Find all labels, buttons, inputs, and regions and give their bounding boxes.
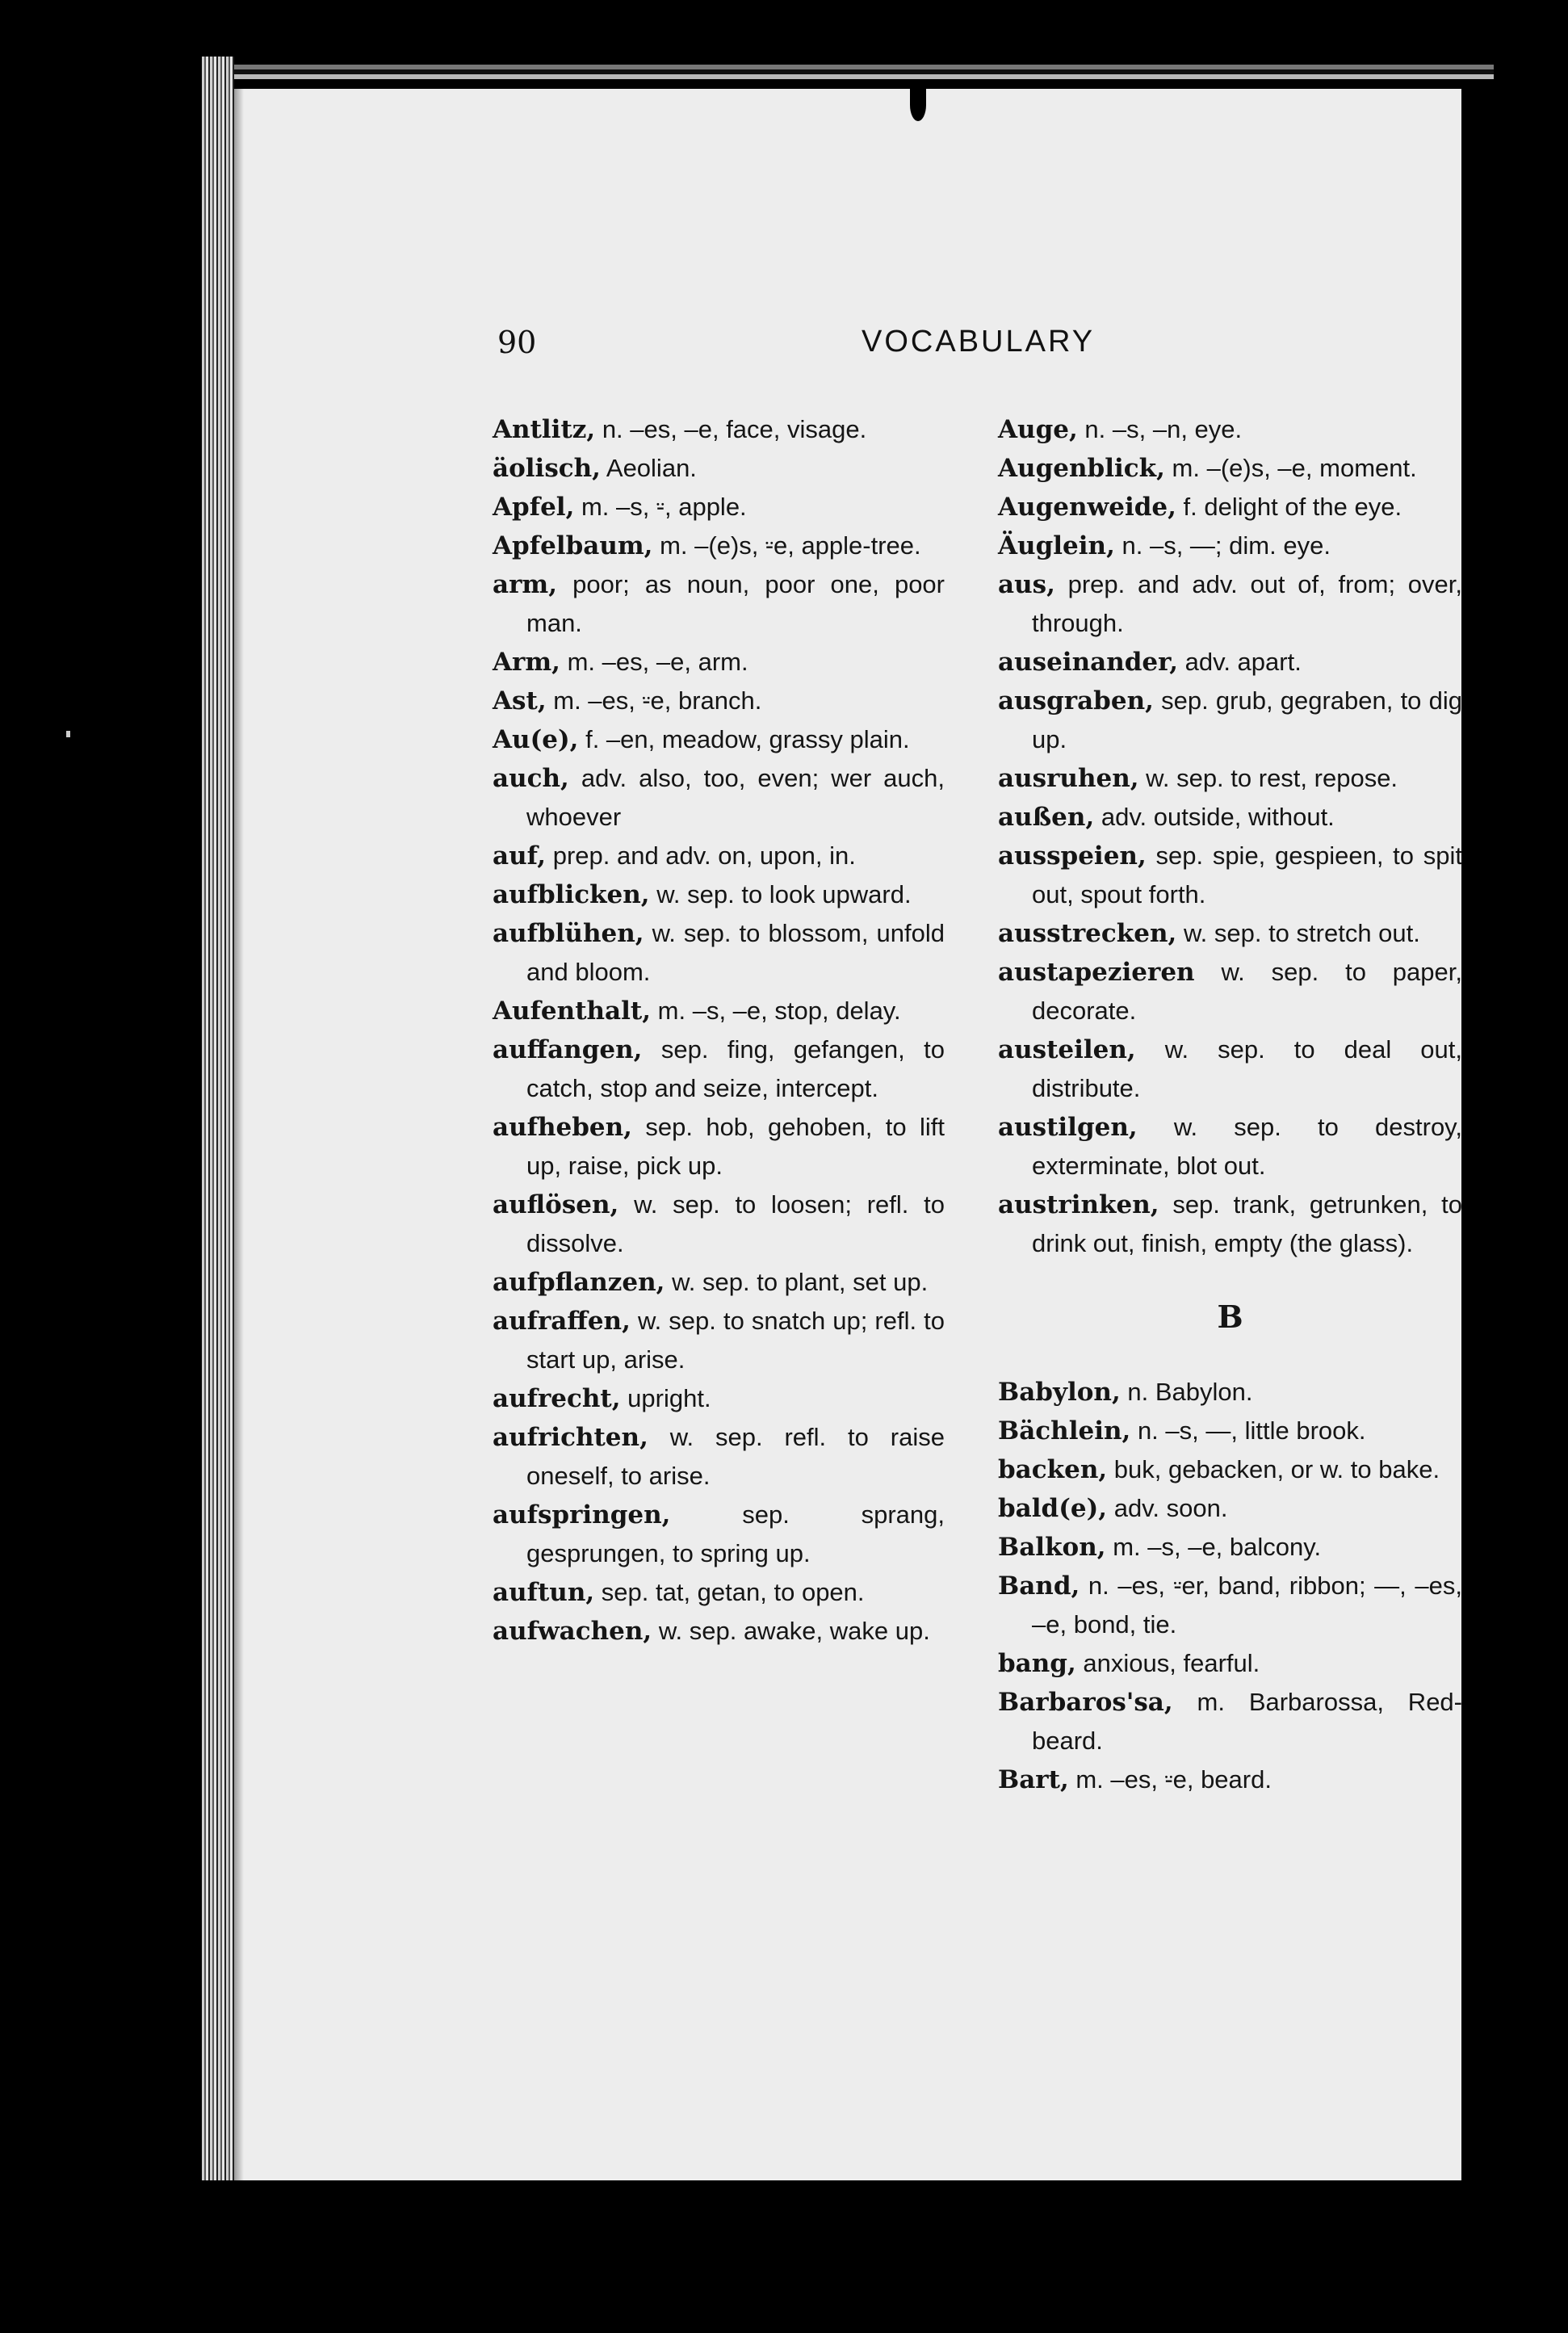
entry-headword: Augenblick, xyxy=(998,454,1165,483)
entry-definition: adv. outside, without. xyxy=(1101,803,1335,831)
entry-headword: Aufenthalt, xyxy=(493,997,652,1026)
book-edge-left xyxy=(202,57,234,2180)
scan-speck xyxy=(66,731,70,737)
entry-headword: austilgen, xyxy=(998,1113,1138,1142)
entry-headword: aufraffen, xyxy=(493,1307,631,1336)
entry-headword: ausgraben, xyxy=(998,686,1154,715)
vocabulary-entry xyxy=(998,1760,1462,1799)
vocabulary-entry xyxy=(493,992,945,1030)
vocabulary-entry xyxy=(998,1373,1462,1412)
entry-definition: f. delight of the eye. xyxy=(1183,493,1402,521)
vocabulary-entry xyxy=(998,1412,1462,1450)
entry-headword: auseinander, xyxy=(998,648,1179,677)
entry-definition: w. sep. refl. to raise oneself, to arise. xyxy=(526,1423,945,1490)
entry-headword: austrinken, xyxy=(998,1190,1159,1219)
vocabulary-entry xyxy=(998,488,1462,527)
vocabulary-entry xyxy=(493,488,945,527)
vocabulary-entry xyxy=(493,759,945,837)
entry-definition: m. –es, ⸚e, beard. xyxy=(1075,1765,1272,1794)
entry-definition: anxious, fearful. xyxy=(1083,1649,1260,1677)
entry-definition: m. –es, ⸚e, branch. xyxy=(553,686,762,715)
right-column-a-entries xyxy=(998,410,1462,1263)
entry-definition: m. –s, –e, stop, delay. xyxy=(657,997,901,1025)
vocabulary-entry xyxy=(998,1528,1462,1567)
vocabulary-entry xyxy=(493,449,945,488)
vocabulary-entry xyxy=(998,1567,1462,1644)
vocabulary-entry xyxy=(998,410,1462,449)
entry-definition: w. sep. to loosen; refl. to dissolve. xyxy=(526,1190,945,1257)
entry-headword: aufpflanzen, xyxy=(493,1268,665,1297)
entry-definition: m. –(e)s, –e, moment. xyxy=(1172,454,1417,482)
entry-definition: w. sep. to paper, decorate. xyxy=(1032,958,1462,1025)
entry-definition: w. sep. to stretch out. xyxy=(1183,919,1420,947)
entry-headword: äolisch, xyxy=(493,454,601,483)
vocabulary-entry xyxy=(998,1185,1462,1263)
entry-headword: ausstrecken, xyxy=(998,919,1177,948)
entry-definition: upright. xyxy=(627,1384,711,1412)
entry-headword: aufspringen, xyxy=(493,1500,671,1529)
entry-headword: Augenweide, xyxy=(998,493,1176,522)
entry-definition: m. –s, ⸚, apple. xyxy=(581,493,747,521)
vocabulary-entry xyxy=(998,759,1462,798)
vocabulary-entry xyxy=(493,1302,945,1379)
vocabulary-entry xyxy=(493,1108,945,1185)
vocabulary-entry xyxy=(998,837,1462,914)
entry-definition: n. Babylon. xyxy=(1127,1378,1253,1406)
entry-headword: Apfel, xyxy=(493,493,575,522)
entry-definition: sep. sprang, gesprungen, to spring up. xyxy=(526,1500,945,1567)
entry-definition: w. sep. to destroy, exterminate, blot out. xyxy=(1032,1113,1462,1180)
entry-headword: außen, xyxy=(998,803,1095,832)
entry-definition: n. –es, ⸚er, band, ribbon; —, –es, –e, bond, tie. xyxy=(1032,1571,1462,1639)
entry-definition: n. –s, –n, eye. xyxy=(1084,415,1243,443)
entry-headword: bald(e), xyxy=(998,1494,1108,1523)
entry-definition: Aeolian. xyxy=(606,454,697,482)
entry-headword: auflösen, xyxy=(493,1190,619,1219)
entry-definition: sep. trank, getrunken, to drink out, finish, empty (the glass). xyxy=(1032,1190,1462,1257)
vocabulary-entry xyxy=(493,1379,945,1418)
book-edge-top xyxy=(202,57,1494,89)
entry-definition: adv. also, too, even; wer auch, whoever xyxy=(526,764,945,831)
entry-definition: poor; as noun, poor one, poor man. xyxy=(526,570,945,637)
entry-definition: prep. and adv. on, upon, in. xyxy=(552,841,856,870)
vocabulary-entry xyxy=(493,682,945,720)
entry-headword: ausruhen, xyxy=(998,764,1139,793)
vocabulary-entry xyxy=(998,914,1462,953)
entry-definition: w. sep. to deal out, distribute. xyxy=(1032,1035,1462,1102)
entry-headword: aufblicken, xyxy=(493,880,650,909)
page-shadow xyxy=(234,89,244,2180)
vocabulary-entry xyxy=(998,1683,1462,1760)
entry-definition: m. –(e)s, ⸚e, apple-tree. xyxy=(660,531,921,560)
vocabulary-entry xyxy=(998,565,1462,643)
entry-definition: n. –s, —; dim. eye. xyxy=(1121,531,1331,560)
vocabulary-entry xyxy=(493,1030,945,1108)
entry-headword: Ast, xyxy=(493,686,547,715)
vocabulary-entry xyxy=(998,1450,1462,1489)
entry-headword: austapezieren xyxy=(998,958,1195,987)
entry-headword: Apfelbaum, xyxy=(493,531,653,560)
entry-headword: Auge, xyxy=(998,415,1078,444)
vocabulary-entry xyxy=(493,565,945,643)
vocabulary-entry xyxy=(493,1185,945,1263)
entry-definition: prep. and adv. out of, from; over, through. xyxy=(1032,570,1462,637)
entry-headword: Au(e), xyxy=(493,725,579,754)
page-top-mark xyxy=(910,89,926,121)
vocabulary-entry xyxy=(493,837,945,875)
vocabulary-entry xyxy=(998,1030,1462,1108)
vocabulary-entry xyxy=(493,914,945,992)
vocabulary-entry xyxy=(998,798,1462,837)
left-column xyxy=(493,410,945,1651)
vocabulary-entry xyxy=(998,527,1462,565)
entry-definition: sep. spie, gespieen, to spit out, spout forth. xyxy=(1032,841,1462,908)
vocabulary-entry xyxy=(998,449,1462,488)
entry-definition: w. sep. to plant, set up. xyxy=(672,1268,929,1296)
entry-definition: n. –s, —, little brook. xyxy=(1137,1416,1366,1445)
entry-headword: Babylon, xyxy=(998,1378,1121,1407)
entry-headword: aufwachen, xyxy=(493,1617,652,1646)
vocabulary-entry xyxy=(998,1108,1462,1185)
entry-headword: aufheben, xyxy=(493,1113,632,1142)
entry-headword: ausspeien, xyxy=(998,841,1147,871)
right-column xyxy=(998,410,1462,1799)
entry-definition: w. sep. to snatch up; refl. to start up, arise. xyxy=(526,1307,945,1374)
entry-headword: Arm, xyxy=(493,648,560,677)
entry-definition: w. sep. to look upward. xyxy=(656,880,912,908)
entry-definition: m. Barbarossa, Red-beard. xyxy=(1032,1688,1462,1755)
vocabulary-entry xyxy=(493,720,945,759)
entry-definition: sep. tat, getan, to open. xyxy=(601,1578,865,1606)
entry-definition: sep. grub, gegraben, to dig up. xyxy=(1032,686,1462,753)
vocabulary-entry xyxy=(998,953,1462,1030)
vocabulary-entry xyxy=(493,527,945,565)
entry-definition: adv. soon. xyxy=(1113,1494,1228,1522)
page-number: 90 xyxy=(497,325,537,360)
entry-headword: auffangen, xyxy=(493,1035,643,1064)
entry-headword: aufblühen, xyxy=(493,919,644,948)
entry-headword: Barbaros'sa, xyxy=(998,1688,1173,1717)
entry-definition: buk, gebacken, or w. to bake. xyxy=(1113,1455,1440,1483)
entry-definition: w. sep. to rest, repose. xyxy=(1146,764,1398,792)
entry-headword: Bächlein, xyxy=(998,1416,1131,1446)
vocabulary-entry xyxy=(493,875,945,914)
entry-headword: auch, xyxy=(493,764,569,793)
vocabulary-entry xyxy=(493,1612,945,1651)
entry-definition: m. –es, –e, arm. xyxy=(567,648,748,676)
entry-headword: Band, xyxy=(998,1571,1080,1601)
entry-headword: Äuglein, xyxy=(998,531,1115,560)
entry-headword: auftun, xyxy=(493,1578,595,1607)
entry-definition: m. –s, –e, balcony. xyxy=(1113,1533,1322,1561)
entry-headword: Bart, xyxy=(998,1765,1069,1794)
entry-headword: aufrichten, xyxy=(493,1423,648,1452)
vocabulary-entry xyxy=(998,1489,1462,1528)
vocabulary-entry xyxy=(493,1573,945,1612)
entry-headword: Antlitz, xyxy=(493,415,596,444)
vocabulary-entry xyxy=(493,1418,945,1496)
running-head: VOCABULARY xyxy=(862,325,1096,359)
entry-definition: sep. fing, gefangen, to catch, stop and seize, intercept. xyxy=(526,1035,945,1102)
entry-headword: bang, xyxy=(998,1649,1076,1678)
vocabulary-entry xyxy=(998,643,1462,682)
entry-definition: n. –es, –e, face, visage. xyxy=(602,415,867,443)
right-column-b-entries xyxy=(998,1373,1462,1799)
entry-definition: sep. hob, gehoben, to lift up, raise, pick up. xyxy=(526,1113,945,1180)
vocabulary-entry xyxy=(493,1496,945,1573)
vocabulary-entry xyxy=(493,643,945,682)
vocabulary-entry xyxy=(998,682,1462,759)
entry-headword: auf, xyxy=(493,841,547,871)
vocabulary-entry xyxy=(998,1644,1462,1683)
vocabulary-entry xyxy=(493,1263,945,1302)
section-letter-heading: B xyxy=(1217,1299,1243,1335)
entry-headword: austeilen, xyxy=(998,1035,1136,1064)
entry-headword: Balkon, xyxy=(998,1533,1106,1562)
entry-headword: aufrecht, xyxy=(493,1384,621,1413)
entry-definition: w. sep. awake, wake up. xyxy=(658,1617,930,1645)
vocabulary-entry xyxy=(493,410,945,449)
entry-headword: backen, xyxy=(998,1455,1108,1484)
entry-definition: f. –en, meadow, grassy plain. xyxy=(585,725,910,753)
entry-definition: w. sep. to blossom, unfold and bloom. xyxy=(526,919,945,986)
entry-headword: aus, xyxy=(998,570,1055,599)
entry-definition: adv. apart. xyxy=(1184,648,1302,676)
entry-headword: arm, xyxy=(493,570,558,599)
